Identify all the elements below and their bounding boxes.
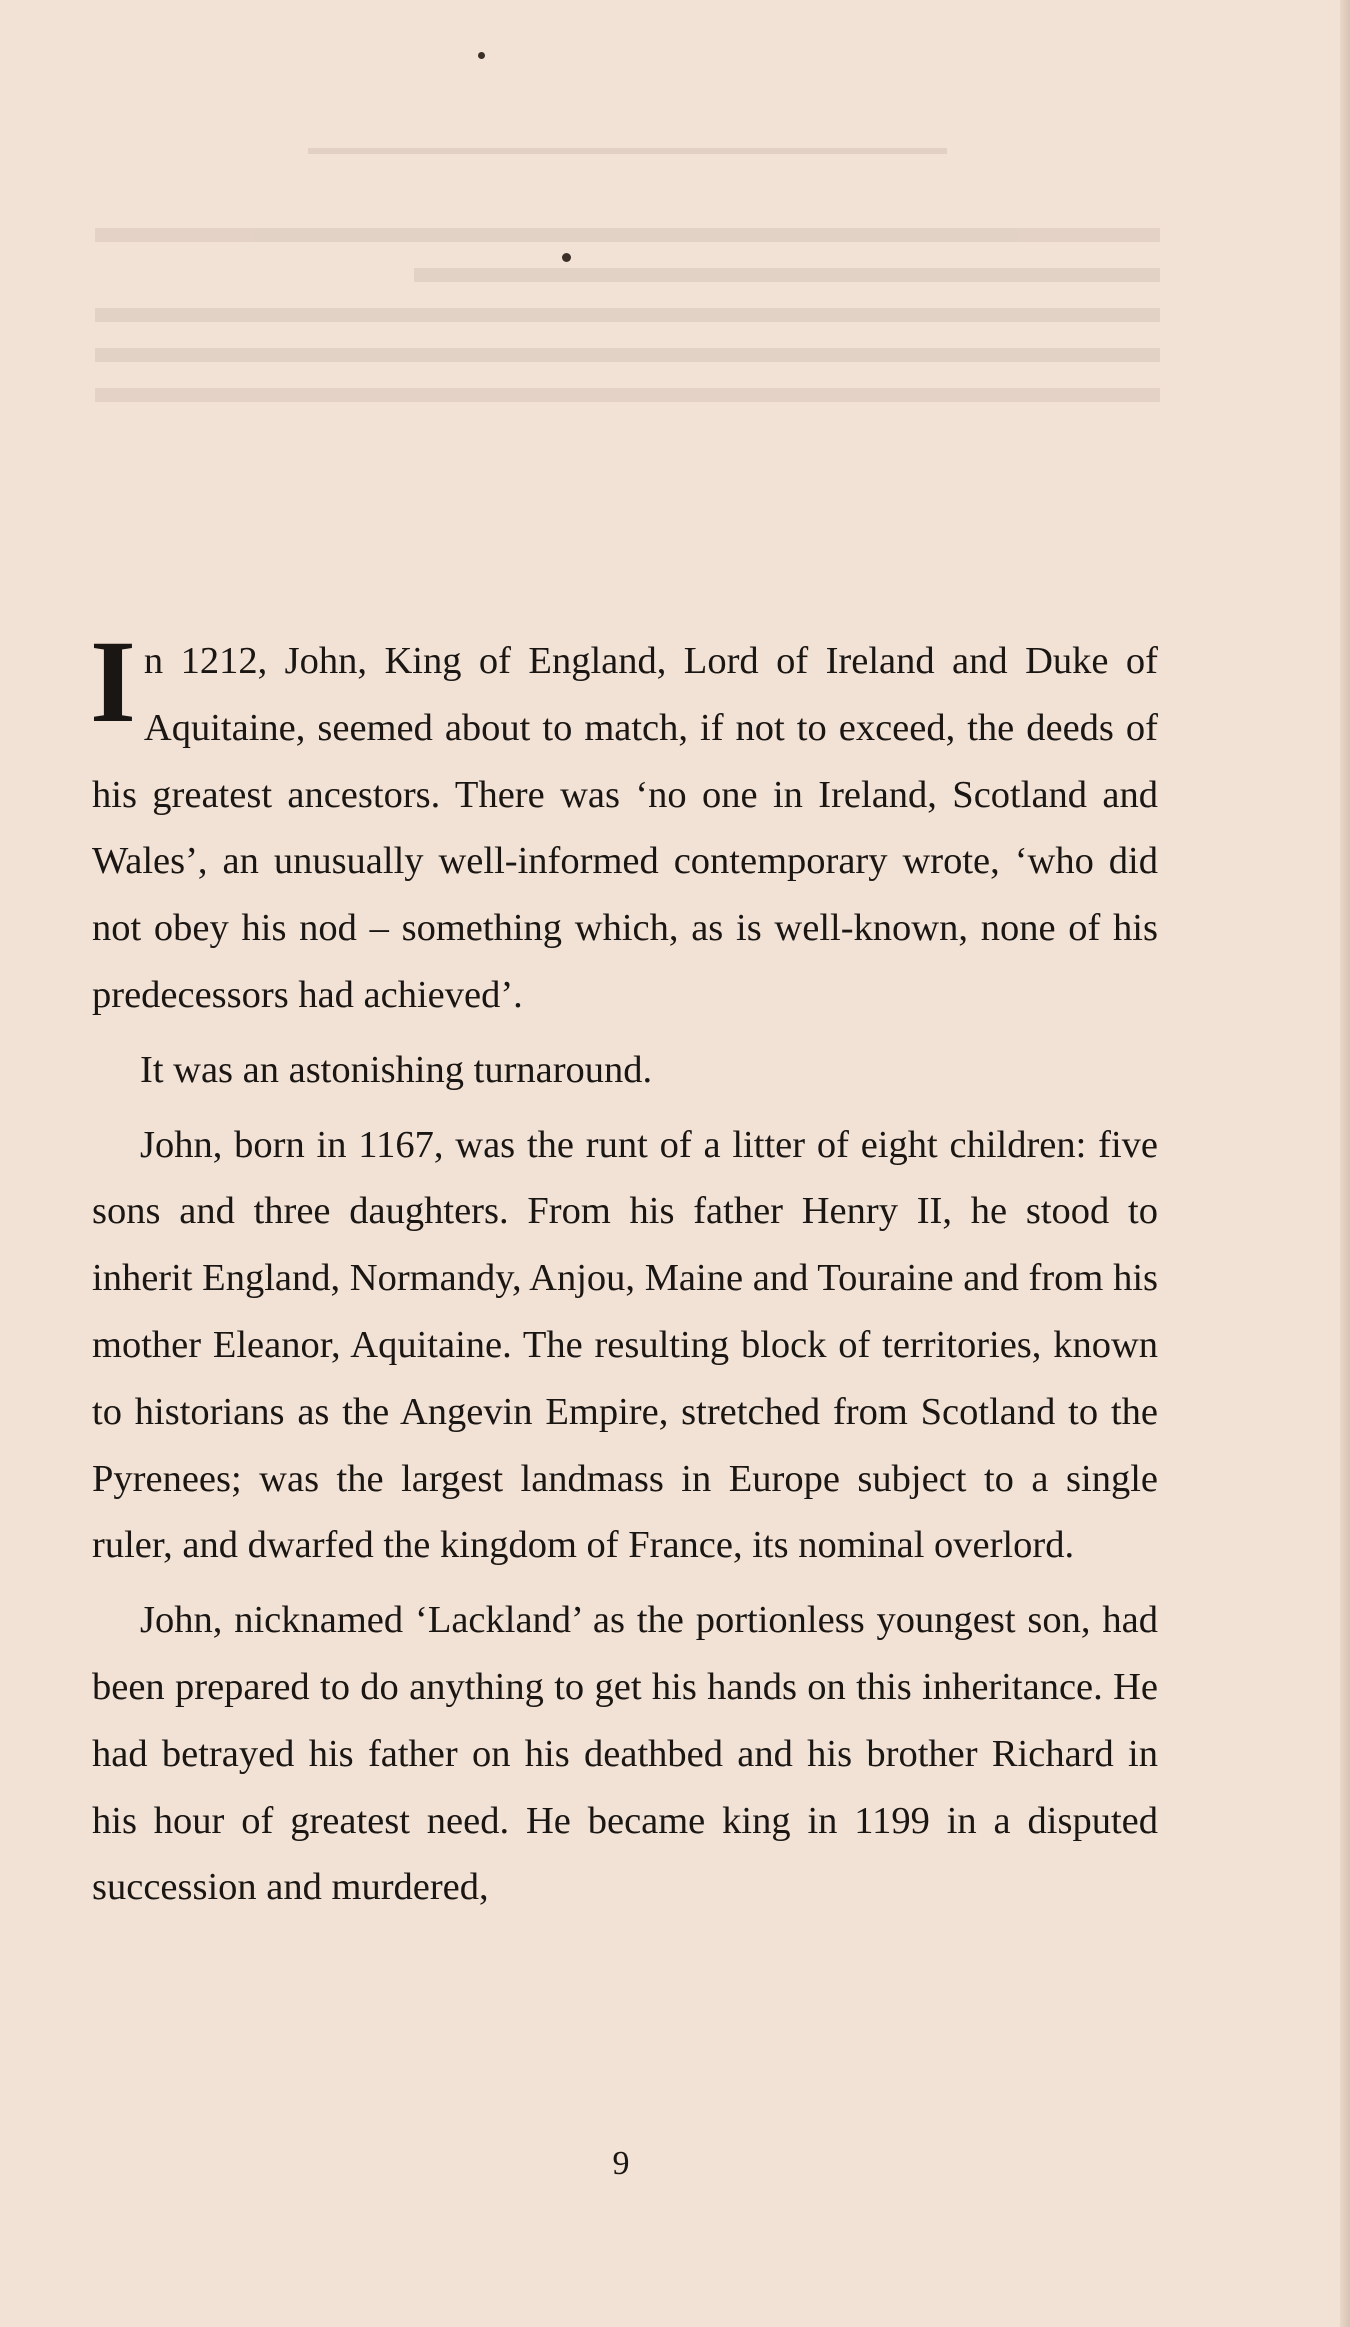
- paragraph: [90, 616, 1158, 1029]
- page-edge: [1340, 0, 1350, 2327]
- paragraph: [92, 1112, 1158, 1580]
- paragraph-text: John, nicknamed ‘Lackland’ as the portionless youngest son, had been prepared to do anything to get his hands on this inheritance. He had betrayed his father on his deathbed and his brother Richard in his hour of greatest need. He became king in 1199 in a disputed succession and murdered,: [92, 1599, 1158, 1909]
- body-text: [90, 616, 1158, 1929]
- ink-speck: [478, 52, 485, 59]
- bleed-through-texture: [95, 140, 1160, 428]
- page-number: 9: [612, 2145, 630, 2182]
- paragraph: [92, 1037, 1158, 1104]
- paragraph: [92, 1587, 1158, 1921]
- paragraph-text: n 1212, John, King of England, Lord of Ireland and Duke of Aquitaine, seemed about to match, if not to exceed, the deeds of his greatest ancestors. There was ‘no one in Ireland, Scotland and Wales’, an unusually well-informed contemporary wrote, ‘who did not obey his nod – something which, as is well-known, none of his predecessors had achieved’.: [92, 640, 1158, 1016]
- drop-cap: I: [90, 616, 136, 747]
- paragraph-text: John, born in 1167, was the runt of a litter of eight children: five sons and three daughters. From his father Henry II, he stood to inherit England, Normandy, Anjou, Maine and Touraine and from his mother Eleanor, Aquitaine. The resulting block of territories, known to historians as the Angevin Empire, stretched from Scotland to the Pyrenees; was the largest landmass in Europe subject to a single ruler, and dwarfed the kingdom of France, its nominal overlord.: [92, 1123, 1158, 1567]
- paragraph-text: It was an astonishing turnaround.: [140, 1048, 653, 1091]
